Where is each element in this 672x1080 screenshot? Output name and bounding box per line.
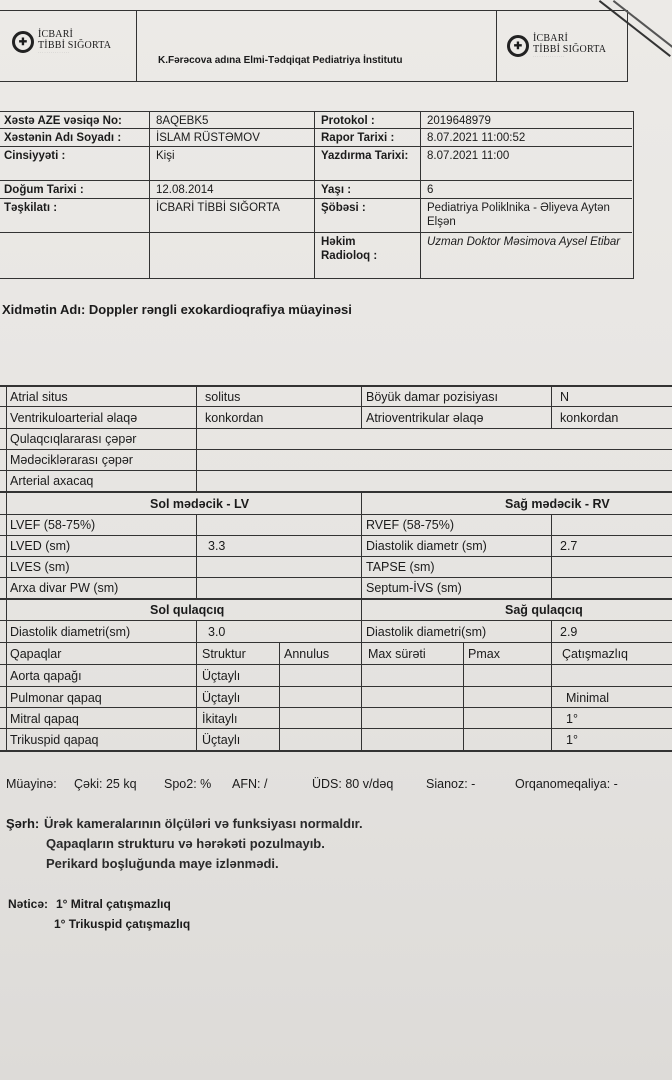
value-great-vessel-position: N <box>560 390 570 404</box>
label-gender: Cinsiyyəti : <box>4 150 66 162</box>
label-organization: Təşkilatı : <box>4 202 58 214</box>
label-arterial-duct: Arterial axacaq <box>10 474 94 488</box>
valve-insufficiency-tricuspid: 1° <box>566 733 578 747</box>
valve-insufficiency-pulmonary: Minimal <box>566 691 610 705</box>
comment-line: Ürək kameralarının ölçüləri və funksiyası normaldır. <box>44 816 363 831</box>
exam-afn: AFN: / <box>232 777 268 791</box>
exam-cyanosis: Sianoz: - <box>426 777 476 791</box>
value-id: 8AQEBK5 <box>156 115 209 127</box>
value-organization: İCBARİ TİBBİ SIĞORTA <box>156 202 280 214</box>
valve-name-aortic: Aorta qapağı <box>10 669 82 683</box>
label-ra-diameter: Diastolik diametri(sm) <box>366 625 487 639</box>
header-logo-cell-left <box>0 11 137 81</box>
exam-spo2: Spo2: % <box>164 777 212 791</box>
valve-structure-aortic: Üçtaylı <box>202 669 241 683</box>
logo-line-1: İCBARİ <box>533 33 569 44</box>
echo-table <box>0 385 672 751</box>
patient-info-table <box>0 111 634 279</box>
header-annulus: Annulus <box>284 647 330 661</box>
label-av-connection: Atrioventrikular əlaqə <box>366 411 484 425</box>
comment-line: Qapaqların strukturu və hərəkəti pozulmayıb. <box>46 836 325 851</box>
value-lved: 3.3 <box>208 539 226 553</box>
header-structure: Struktur <box>202 647 246 661</box>
header-insufficiency: Çatışmazlıq <box>562 647 628 661</box>
label-age: Yaşı : <box>321 184 352 196</box>
label-tapse: TAPSE (sm) <box>366 560 435 574</box>
value-rv-diastolic-diameter: 2.7 <box>560 539 578 553</box>
label-id: Xəstə AZE vəsiqə No: <box>4 115 122 127</box>
label-interatrial-septum: Qulaqcıqlararası çəpər <box>10 432 137 446</box>
header-logo-cell-right <box>496 11 627 81</box>
value-va-connection: konkordan <box>205 411 264 425</box>
exam-label: Müayinə: <box>6 777 57 791</box>
value-age: 6 <box>427 184 434 196</box>
label-lvef: LVEF (58-75%) <box>10 518 96 532</box>
label-report-date: Rapor Tarixi : <box>321 132 395 144</box>
result-label: Nəticə: <box>8 897 49 911</box>
value-birth-date: 12.08.2014 <box>156 184 214 196</box>
exam-organomegaly: Orqanomeqaliya: - <box>515 777 618 791</box>
label-la-diameter: Diastolik diametri(sm) <box>10 625 131 639</box>
comment-line: Perikard boşluğunda maye izlənmədi. <box>46 856 279 871</box>
valve-structure-mitral: İkitaylı <box>202 712 238 726</box>
valve-structure-tricuspid: Üçtaylı <box>202 733 241 747</box>
insurance-logo-left <box>12 29 111 55</box>
label-interventricular-septum: Mədəciklərarası çəpər <box>10 453 133 467</box>
header-max-velocity: Max sürəti <box>368 647 426 661</box>
value-protocol: 2019648979 <box>427 115 491 127</box>
exam-weight: Çəki: 25 kq <box>74 777 137 791</box>
value-name: İSLAM RÜSTƏMOV <box>156 132 260 144</box>
valve-name-pulmonary: Pulmonar qapaq <box>10 691 102 705</box>
label-doctor: Həkim Radioloq : <box>321 236 378 262</box>
label-septum-ivs: Septum-İVS (sm) <box>366 581 462 595</box>
value-ra-diameter: 2.9 <box>560 625 578 639</box>
logo-line-2: TİBBİ SIĞORTA <box>38 40 112 51</box>
logo-fine-print: · · · · · · · · · · · · · · · <box>533 55 565 59</box>
exam-heart-rate: ÜDS: 80 v/dəq <box>312 777 394 791</box>
result-line: 1° Trikuspid çatışmazlıq <box>54 917 191 931</box>
valve-insufficiency-mitral: 1° <box>566 712 578 726</box>
logo-line-2: TİBBİ SIĞORTA <box>533 44 607 55</box>
label-protocol: Protokol : <box>321 115 375 127</box>
comment-label: Şərh: <box>6 816 40 831</box>
label-lves: LVES (sm) <box>10 560 70 574</box>
label-posterior-wall: Arxa divar PW (sm) <box>10 581 119 595</box>
label-great-vessel-position: Böyük damar pozisiyası <box>366 390 499 404</box>
value-la-diameter: 3.0 <box>208 625 226 639</box>
insurance-logo-icon: ✚ <box>12 31 34 53</box>
logo-line-1: İCBARİ <box>38 29 74 40</box>
value-gender: Kişi <box>156 150 175 162</box>
value-report-date: 8.07.2021 11:00:52 <box>427 132 526 144</box>
insurance-logo-right <box>507 33 606 59</box>
header-valves: Qapaqlar <box>10 647 62 661</box>
label-va-connection: Ventrikuloarterial əlaqə <box>10 411 138 425</box>
label-rvef: RVEF (58-75%) <box>366 518 454 532</box>
label-birth-date: Doğum Tarixi : <box>4 184 84 196</box>
institute-name: K.Fərəcova adına Elmi-Tədqiqat Pediatriya İnstitutu <box>158 55 403 66</box>
valve-name-mitral: Mitral qapaq <box>10 712 79 726</box>
value-av-connection: konkordan <box>560 411 619 425</box>
result-line: 1° Mitral çatışmazlıq <box>56 897 171 911</box>
value-print-date: 8.07.2021 11:00 <box>427 150 510 162</box>
label-lved: LVED (sm) <box>10 539 71 553</box>
label-print-date: Yazdırma Tarixi: <box>321 150 409 162</box>
value-doctor: Uzman Doktor Məsimova Aysel Etibar <box>427 236 621 248</box>
valve-name-tricuspid: Trikuspid qapaq <box>10 733 99 747</box>
rv-title: Sağ mədəcik - RV <box>505 497 610 511</box>
value-atrial-situs: solitus <box>205 390 241 404</box>
valve-structure-pulmonary: Üçtaylı <box>202 691 241 705</box>
document-header <box>0 10 628 82</box>
logo-fine-print: · · · · · · · · · · · · · · · <box>38 51 70 55</box>
label-department: Şöbəsi : <box>321 202 366 214</box>
label-rv-diastolic-diameter: Diastolik diametr (sm) <box>366 539 487 553</box>
service-title: Xidmətin Adı: Doppler rəngli exokardioqrafiya müayinəsi <box>2 302 352 317</box>
label-atrial-situs: Atrial situs <box>10 390 68 404</box>
header-pmax: Pmax <box>468 647 500 661</box>
value-department: Pediatriya Poliklnika - Əliyeva Aytən Elşən <box>427 202 610 228</box>
lv-title: Sol mədəcik - LV <box>150 497 250 511</box>
insurance-logo-icon: ✚ <box>507 35 529 57</box>
ra-title: Sağ qulaqcıq <box>505 603 583 617</box>
label-name: Xəstənin Adı Soyadı : <box>4 132 122 144</box>
la-title: Sol qulaqcıq <box>150 603 225 617</box>
